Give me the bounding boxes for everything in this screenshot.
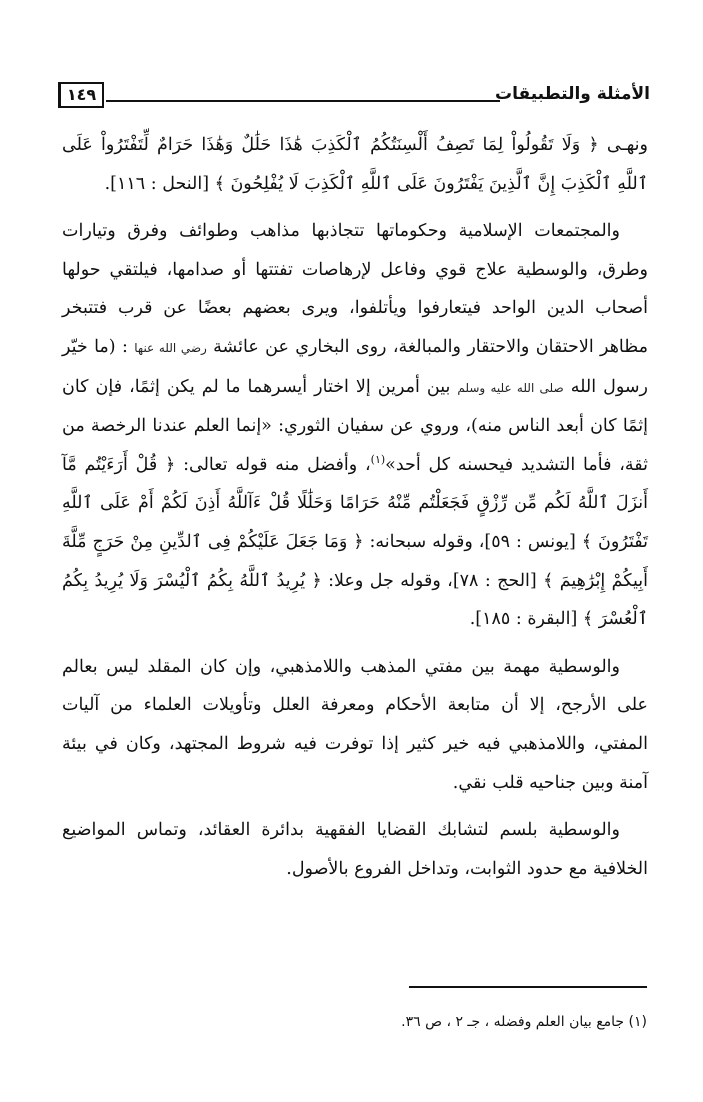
paragraph-mufti-madhab: والوسطية مهمة بين مفتي المذهب واللامذهبي، وإن كان المقلد ليس بعالم على الأرجح، إلا أن متابعة الأحكام ومعرفة العلل وتأويلات العلماء من آليات المفتي، واللامذهبي فيه خير كثير إذا توفرت فيه شروط المجتهد، وكان في بيئة آمنة وبين جناحيه قلب نقي.	[62, 656, 648, 793]
running-title: الأمثلة والتطبيقات	[495, 84, 650, 104]
hadith-text: : (ما خيّر رسول الله	[62, 336, 648, 397]
page-number: ١٤٩	[58, 82, 104, 108]
quran-verses-text: ، وأفضل منه قوله تعالى: ﴿ قُلْ أَرَءَيْتُم مَّآ أَنزَلَ ٱللَّهُ لَكُم مِّن رِّزْقٍ فَجَعَلْتُم مِّنْهُ حَرَامًا وَحَلَٰلًا قُلْ ءَآللَّهُ أَذِنَ لَكُمْ أَمْ عَلَى ٱللَّهِ تَفْتَرُونَ ﴾ [يونس : ٥٩]، وقوله سبحانه: ﴿ وَمَا جَعَلَ عَلَيْكُمْ فِى ٱلدِّينِ مِنْ حَرَجٍ مِّلَّةَ أَبِيكُمْ إِبْرَٰهِيمَ ﴾ [الحج : ٧٨]، وقوله جل وعلا: ﴿ يُرِيدُ ٱللَّهُ بِكُمُ ٱلْيُسْرَ وَلَا يُرِيدُ بِكُمُ ٱلْعُسْرَ ﴾ [البقرة : ١٨٥].	[62, 454, 648, 630]
prophet-honorific-icon: صلى الله عليه وسلم	[457, 380, 564, 395]
footnote: (١) جامع بيان العلم وفضله ، جـ ٢ ، ص ٣٦.	[401, 1014, 647, 1030]
header-rule	[106, 100, 500, 102]
aisha-honorific-icon: رضي الله عنها	[134, 340, 207, 355]
paragraph-text: والمجتمعات الإسلامية وحكوماتها تتجاذبها مذاهب وطوائف وفرق وتيارات وطرق، والوسطية علاج قوي وفاعل لإرهاصات تفتتها أو صدامها، فيلتقي حولها أصحاب الدين الواحد فيتعارفوا ويأتلفوا، ويرى بعضهم بعضًا عن قرب فتتبخر مظاهر الاحتقان والاحتقار والمبالغة، روى البخاري عن عائشة	[62, 221, 648, 357]
paragraph-quran-nahl: ونهـى ﴿ وَلَا تَقُولُواْ لِمَا تَصِفُ أَلْسِنَتُكُمُ ٱلْكَذِبَ هَٰذَا حَلَٰلٌ وَهَٰذَا حَرَامٌ لِّتَفْتَرُواْ عَلَى ٱللَّهِ ٱلْكَذِبَ إِنَّ ٱلَّذِينَ يَفْتَرُونَ عَلَى ٱللَّهِ ٱلْكَذِبَ لَا يُفْلِحُونَ ﴾ [النحل : ١١٦].	[62, 135, 648, 194]
paragraph-moderation-societies	[62, 212, 648, 639]
footnote-separator	[409, 986, 647, 988]
hadith-text: بين أمرين إلا اختار أيسرهما ما لم يكن إثمًا، فإن كان إثمًا كان أبعد الناس منه)، وروي عن سفيان الثوري: «إنما العلم عندنا الرخصة من ثقة، فأما التشديد فيحسنه كل أحد»	[62, 376, 648, 475]
main-text	[62, 126, 648, 888]
footnote-marker[interactable]: (١)	[370, 452, 386, 466]
paragraph-fiqh-aqeedah: والوسطية بلسم لتشابك القضايا الفقهية بدائرة العقائد، وتماس المواضيع الخلافية مع حدود الثوابت، وتداخل الفروع بالأصول.	[62, 820, 648, 879]
page-header	[58, 82, 650, 114]
